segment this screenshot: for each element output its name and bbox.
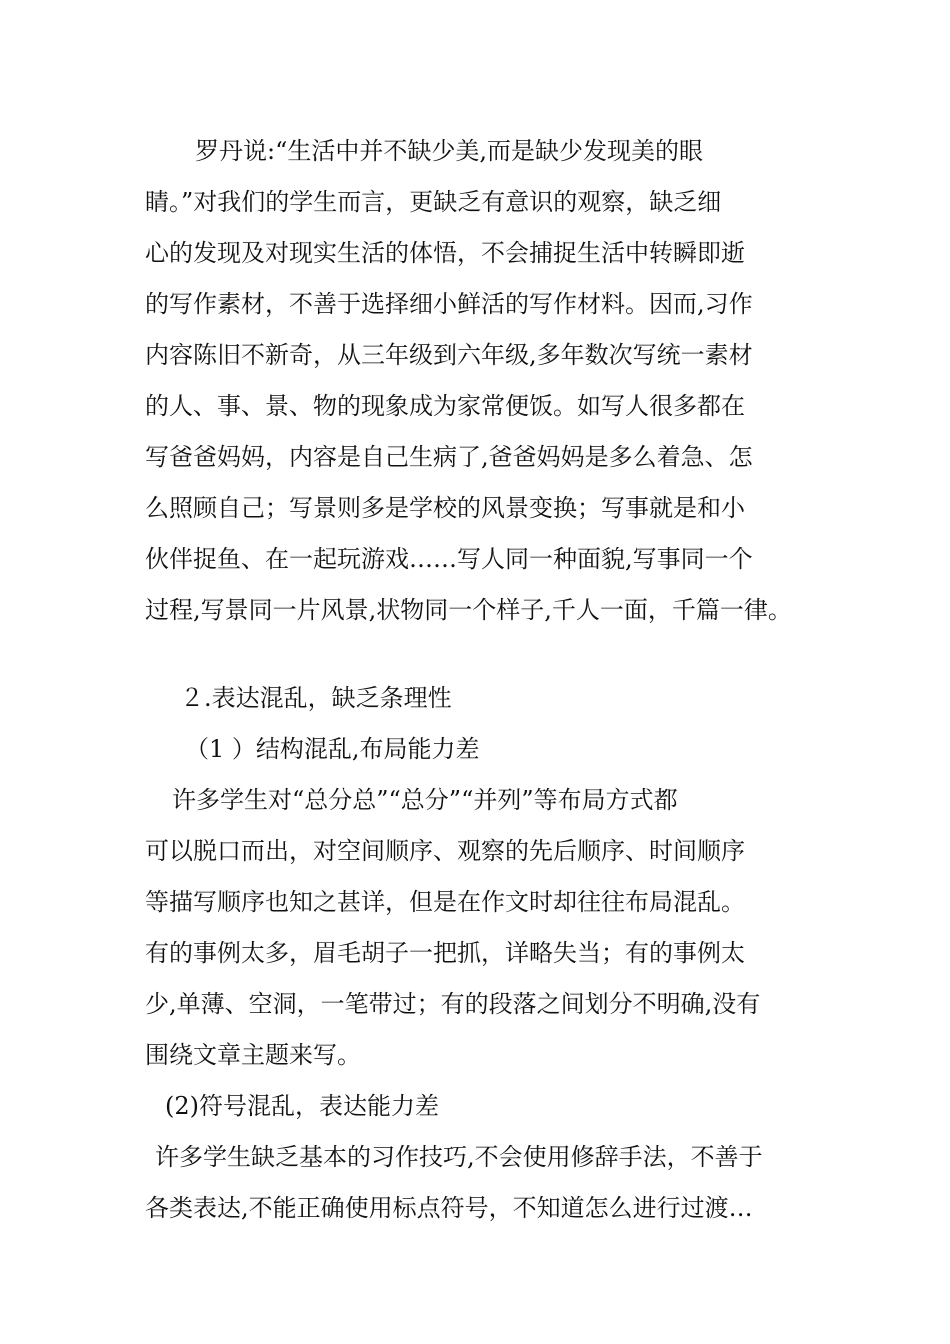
subsection-2-line-1: 许多学生缺乏基本的习作技巧,不会使用修辞手法，不善于	[155, 1143, 763, 1171]
paragraph-1-line-9: 伙伴捉鱼、在一起玩游戏……写人同一种面貌,写事同一个	[145, 545, 753, 573]
section-2-heading: ２.表达混乱，缺乏条理性	[180, 684, 452, 712]
subsection-1-line-6: 围绕文章主题来写。	[145, 1041, 361, 1069]
paragraph-1-line-7: 写爸爸妈妈，内容是自己生病了,爸爸妈妈是多么着急、怎	[145, 443, 753, 471]
subsection-1-line-4: 有的事例太多，眉毛胡子一把抓，详略失当；有的事例太	[145, 939, 745, 967]
paragraph-1-line-4: 的写作素材，不善于选择细小鲜活的写作材料。因而,习作	[145, 290, 753, 318]
subsection-1-line-1: 许多学生对“总分总”“总分”“并列”等布局方式都	[172, 786, 678, 814]
paragraph-1-line-10: 过程,写景同一片风景,状物同一个样子,千人一面，千篇一律。	[145, 596, 792, 624]
subsection-1-line-3: 等描写顺序也知之甚详，但是在作文时却往往布局混乱。	[145, 888, 745, 916]
paragraph-1-line-1: 罗丹说:“生活中并不缺少美,而是缺少发现美的眼	[195, 137, 703, 165]
paragraph-1-line-2: 睛。”对我们的学生而言，更缺乏有意识的观察，缺乏细	[145, 188, 722, 216]
paragraph-1-line-8: 么照顾自己；写景则多是学校的风景变换；写事就是和小	[145, 494, 745, 522]
paragraph-1-line-5: 内容陈旧不新奇，从三年级到六年级,多年数次写统一素材	[145, 341, 753, 369]
subsection-2-line-2: 各类表达,不能正确使用标点符号，不知道怎么进行过渡…	[145, 1194, 753, 1222]
subsection-2-heading: (2)符号混乱，表达能力差	[165, 1092, 439, 1120]
subsection-1-line-5: 少,单薄、空洞，一笔带过；有的段落之间划分不明确,没有	[145, 990, 761, 1018]
subsection-1-heading: （1 ）结构混乱,布局能力差	[185, 735, 480, 763]
paragraph-1-line-3: 心的发现及对现实生活的体悟，不会捕捉生活中转瞬即逝	[145, 239, 745, 267]
subsection-1-line-2: 可以脱口而出，对空间顺序、观察的先后顺序、时间顺序	[145, 837, 745, 865]
paragraph-1-line-6: 的人、事、景、物的现象成为家常便饭。如写人很多都在	[145, 392, 745, 420]
